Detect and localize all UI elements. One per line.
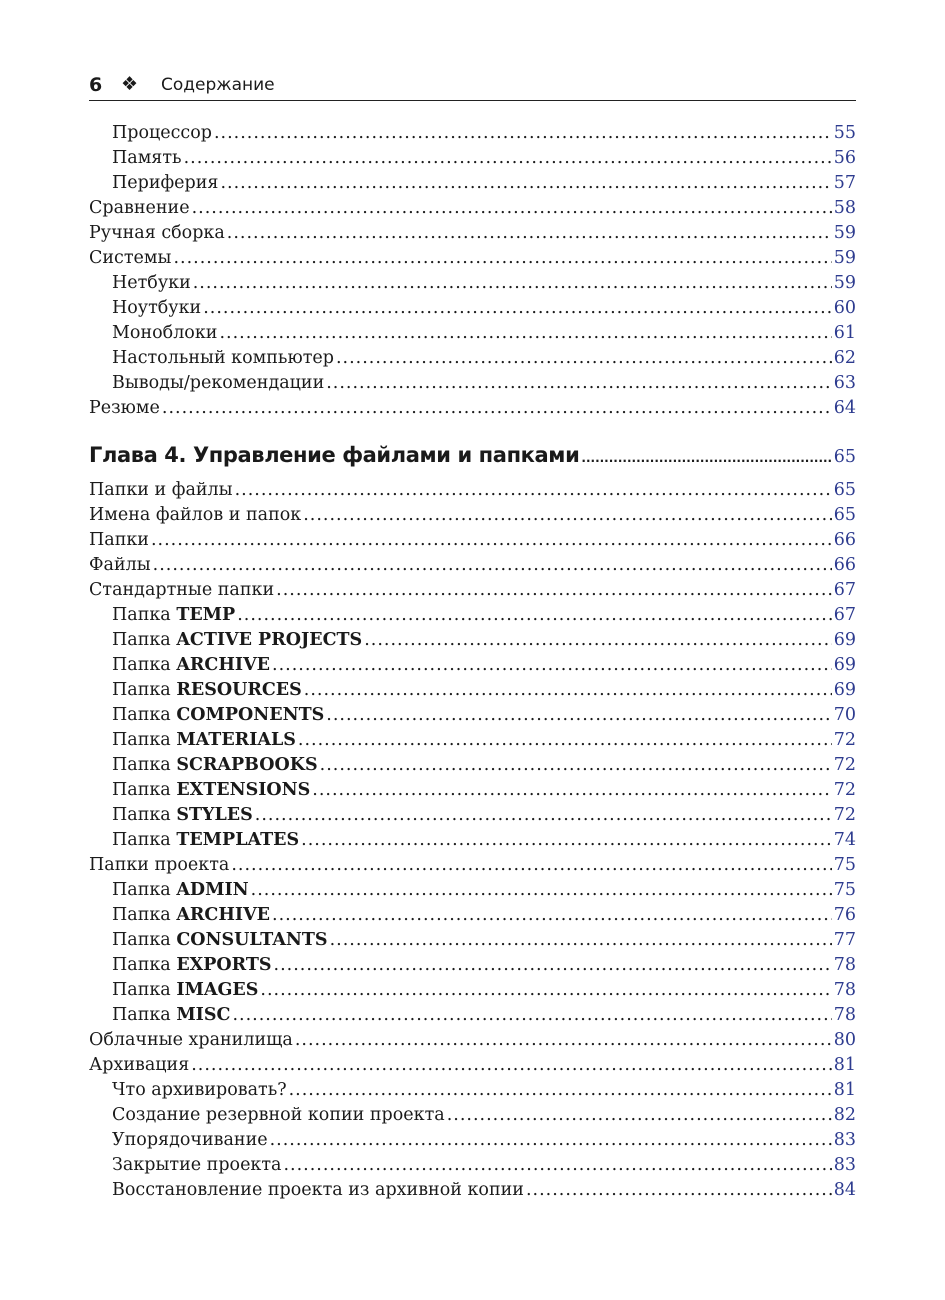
folder-name: STYLES — [176, 805, 253, 825]
toc-page-link[interactable]: 56 — [833, 148, 856, 168]
toc-page-link[interactable]: 82 — [833, 1105, 856, 1125]
diamond-ornament-icon: ❖ — [121, 73, 139, 95]
toc-page-link[interactable]: 77 — [833, 930, 856, 950]
toc-entry[interactable]: Настольный компьютер ..... 62 — [89, 348, 856, 373]
toc-entry[interactable]: Папка MATERIALS ..... 72 — [89, 730, 856, 755]
folder-name: EXTENSIONS — [176, 780, 311, 800]
page-number: 6 — [89, 74, 103, 96]
toc-entry[interactable]: Папка IMAGES ..... 78 — [89, 980, 856, 1005]
toc-entry[interactable]: Папка CONSULTANTS ..... 77 — [89, 930, 856, 955]
toc-page-link[interactable]: 83 — [833, 1155, 856, 1175]
table-of-contents — [89, 123, 856, 1205]
toc-page-link[interactable]: 67 — [833, 580, 856, 600]
toc-entry[interactable]: Стандартные папки ..... 67 — [89, 580, 856, 605]
toc-entry[interactable]: Папка ARCHIVE ..... 76 — [89, 905, 856, 930]
toc-page-link[interactable]: 67 — [833, 605, 856, 625]
toc-page-link[interactable]: 59 — [833, 248, 856, 268]
folder-name: TEMP — [176, 605, 236, 625]
toc-entry[interactable]: Папка ADMIN ..... 75 — [89, 880, 856, 905]
toc-entry[interactable]: Файлы ..... 66 — [89, 555, 856, 580]
toc-entry[interactable]: Папка EXTENSIONS ..... 72 — [89, 780, 856, 805]
toc-page-link[interactable]: 75 — [833, 880, 856, 900]
toc-entry[interactable]: Облачные хранилища ..... 80 — [89, 1030, 856, 1055]
toc-entry[interactable]: Имена файлов и папок ..... 65 — [89, 505, 856, 530]
toc-page-link[interactable]: 78 — [833, 1005, 856, 1025]
folder-name: ACTIVE PROJECTS — [176, 630, 363, 650]
folder-name: COMPONENTS — [176, 705, 325, 725]
toc-entry[interactable]: Папка TEMPLATES ..... 74 — [89, 830, 856, 855]
toc-entry[interactable]: Восстановление проекта из архивной копии ..... 84 — [89, 1180, 856, 1205]
folder-name: EXPORTS — [176, 955, 272, 975]
toc-page-link[interactable]: 59 — [833, 273, 856, 293]
toc-entry[interactable]: Папка SCRAPBOOKS ..... 72 — [89, 755, 856, 780]
toc-entry[interactable]: Резюме ..... 64 — [89, 398, 856, 423]
folder-name: IMAGES — [176, 980, 259, 1000]
toc-entry[interactable]: Папка STYLES ..... 72 — [89, 805, 856, 830]
toc-entry[interactable]: Закрытие проекта ..... 83 — [89, 1155, 856, 1180]
toc-page-link[interactable]: 72 — [833, 730, 856, 750]
toc-entry[interactable]: Папки проекта ..... 75 — [89, 855, 856, 880]
toc-entry[interactable]: Папка TEMP ..... 67 — [89, 605, 856, 630]
toc-page-link[interactable]: 65 — [833, 447, 856, 467]
toc-page-link[interactable]: 83 — [833, 1130, 856, 1150]
toc-page-link[interactable]: 78 — [833, 955, 856, 975]
toc-page-link[interactable]: 72 — [833, 780, 856, 800]
toc-page-link[interactable]: 55 — [833, 123, 856, 143]
toc-entry[interactable]: Папка MISC ..... 78 — [89, 1005, 856, 1030]
toc-page-link[interactable]: 70 — [833, 705, 856, 725]
folder-name: ARCHIVE — [176, 655, 270, 675]
toc-page-link[interactable]: 58 — [833, 198, 856, 218]
folder-name: MATERIALS — [176, 730, 296, 750]
toc-chapter-heading[interactable] — [89, 443, 856, 475]
folder-name: ARCHIVE — [176, 905, 270, 925]
toc-page-link[interactable]: 69 — [833, 680, 856, 700]
toc-entry[interactable]: Папки и файлы ..... 65 — [89, 480, 856, 505]
folder-name: MISC — [176, 1005, 231, 1025]
toc-page-link[interactable]: 75 — [833, 855, 856, 875]
toc-page-link[interactable]: 84 — [833, 1180, 856, 1200]
toc-page-link[interactable]: 72 — [833, 755, 856, 775]
toc-entry[interactable]: Процессор ..... 55 — [89, 123, 856, 148]
toc-page-link[interactable]: 81 — [833, 1080, 856, 1100]
toc-entry[interactable]: Системы ..... 59 — [89, 248, 856, 273]
chapter-title: Глава 4. Управление файлами и папками — [89, 443, 580, 467]
toc-page-link[interactable]: 72 — [833, 805, 856, 825]
folder-name: TEMPLATES — [176, 830, 300, 850]
toc-page-link[interactable]: 81 — [833, 1055, 856, 1075]
toc-page-link[interactable]: 59 — [833, 223, 856, 243]
toc-entry[interactable]: Папки ..... 66 — [89, 530, 856, 555]
folder-name: SCRAPBOOKS — [176, 755, 318, 775]
toc-page-link[interactable]: 76 — [833, 905, 856, 925]
toc-page-link[interactable]: 65 — [833, 480, 856, 500]
toc-entry[interactable]: Что архивировать? ..... 81 — [89, 1080, 856, 1105]
toc-page-link[interactable]: 66 — [833, 530, 856, 550]
toc-page-link[interactable]: 69 — [833, 655, 856, 675]
toc-entry[interactable]: Папка EXPORTS ..... 78 — [89, 955, 856, 980]
header-title: Содержание — [161, 75, 275, 95]
toc-entry[interactable]: Папка COMPONENTS ..... 70 — [89, 705, 856, 730]
folder-name: ADMIN — [176, 880, 249, 900]
toc-entry[interactable]: Нетбуки ..... 59 — [89, 273, 856, 298]
folder-name: RESOURCES — [176, 680, 302, 700]
running-header — [89, 72, 856, 101]
toc-page-link[interactable]: 62 — [833, 348, 856, 368]
toc-page-link[interactable]: 57 — [833, 173, 856, 193]
toc-entry[interactable]: Выводы/рекомендации ..... 63 — [89, 373, 856, 398]
toc-page-link[interactable]: 66 — [833, 555, 856, 575]
toc-entry[interactable]: Упорядочивание ..... 83 — [89, 1130, 856, 1155]
toc-entry[interactable]: Папка ACTIVE PROJECTS ..... 69 — [89, 630, 856, 655]
folder-name: CONSULTANTS — [176, 930, 328, 950]
toc-page-link[interactable]: 78 — [833, 980, 856, 1000]
toc-page-link[interactable]: 74 — [833, 830, 856, 850]
toc-entry[interactable]: Память ..... 56 — [89, 148, 856, 173]
toc-page-link[interactable]: 65 — [833, 505, 856, 525]
toc-page-link[interactable]: 64 — [833, 398, 856, 418]
toc-entry[interactable]: Папка RESOURCES ..... 69 — [89, 680, 856, 705]
toc-entry[interactable]: Ручная сборка ..... 59 — [89, 223, 856, 248]
toc-page-link[interactable]: 63 — [833, 373, 856, 393]
toc-page-link[interactable]: 80 — [833, 1030, 856, 1050]
toc-entry[interactable]: Архивация ..... 81 — [89, 1055, 856, 1080]
toc-page-link[interactable]: 69 — [833, 630, 856, 650]
toc-entry[interactable]: Сравнение ..... 58 — [89, 198, 856, 223]
toc-entry[interactable]: Моноблоки ..... 61 — [89, 323, 856, 348]
toc-entry[interactable]: Периферия ..... 57 — [89, 173, 856, 198]
toc-page-link[interactable]: 60 — [833, 298, 856, 318]
toc-page-link[interactable]: 61 — [833, 323, 856, 343]
toc-entry[interactable]: Папка ARCHIVE ..... 69 — [89, 655, 856, 680]
toc-entry[interactable]: Создание резервной копии проекта ..... 82 — [89, 1105, 856, 1130]
toc-entry[interactable]: Ноутбуки ..... 60 — [89, 298, 856, 323]
